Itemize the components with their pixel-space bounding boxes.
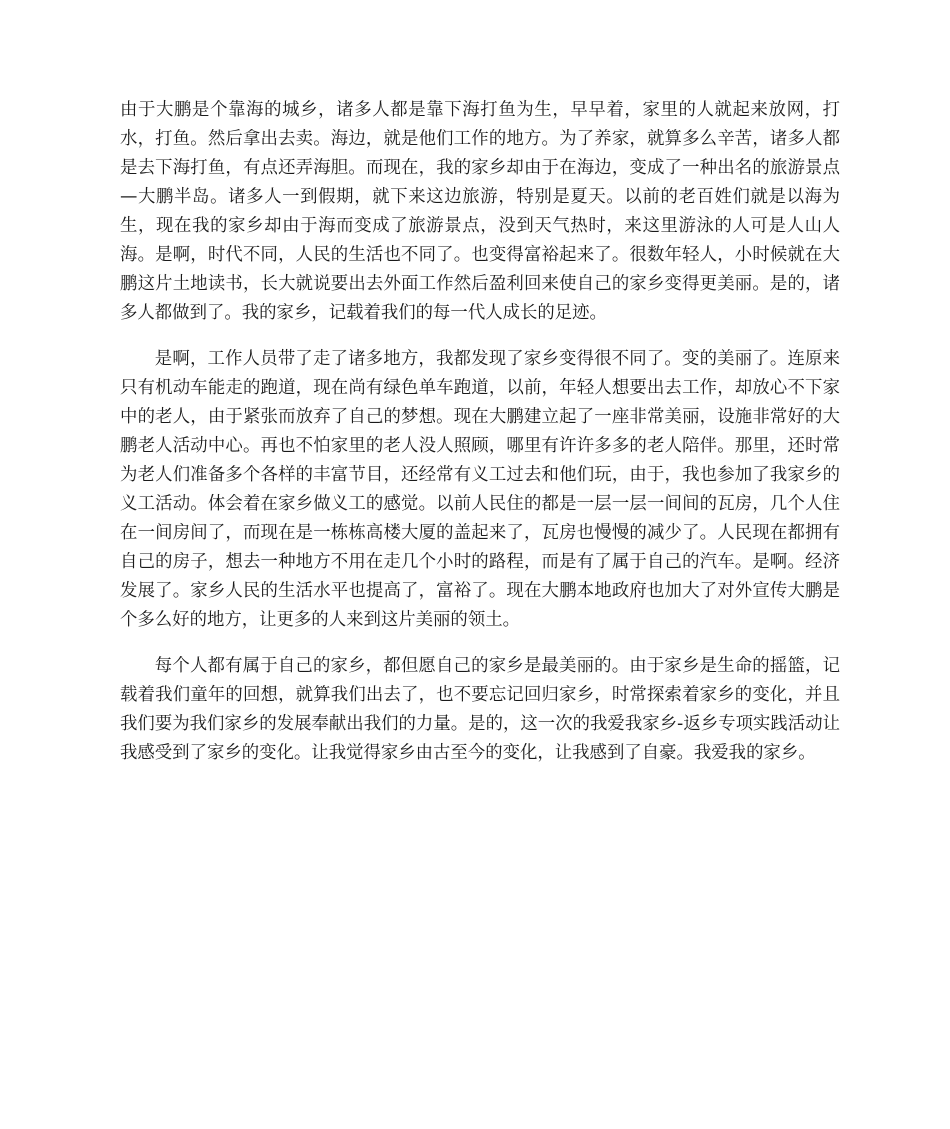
paragraph-3: 每个人都有属于自己的家乡，都但愿自己的家乡是最美丽的。由于家乡是生命的摇篮，记载着我们童年的回想，就算我们出去了，也不要忘记回归家乡，时常探索着家乡的变化，并且我们要为我们家乡的发展奉献出我们的力量。是的，这一次的我爱我家乡-返乡专项实践活动让我感受到了家乡的变化。让我觉得家乡由古至今的变化，让我感到了自豪。我爱我的家乡。 xyxy=(120,656,840,763)
paragraph-2: 是啊，工作人员带了走了诸多地方，我都发现了家乡变得很不同了。变的美丽了。连原来只有机动车能走的跑道，现在尚有绿色单车跑道，以前，年轻人想要出去工作，却放心不下家中的老人，由于紧张而放弃了自己的梦想。现在大鹏建立起了一座非常美丽，设施非常好的大鹏老人活动中心。再也不怕家里的老人没人照顾，哪里有许许多多的老人陪伴。那里，还时常为老人们准备多个各样的丰富节目，还经常有义工过去和他们玩，由于，我也参加了我家乡的义工活动。体会着在家乡做义工的感觉。以前人民住的都是一层一层一间间的瓦房，几个人住在一间房间了，而现在是一栋栋高楼大厦的盖起来了，瓦房也慢慢的减少了。人民现在都拥有自己的房子，想去一种地方不用在走几个小时的路程，而是有了属于自己的汽车。是啊。经济发展了。家乡人民的生活水平也提高了，富裕了。现在大鹏本地政府也加大了对外宣传大鹏是个多么好的地方，让更多的人来到这片美丽的领土。 xyxy=(120,349,840,630)
paragraph-1: 由于大鹏是个靠海的城乡，诸多人都是靠下海打鱼为生，早早着，家里的人就起来放网，打水，打鱼。然后拿出去卖。海边，就是他们工作的地方。为了养家，就算多么辛苦，诸多人都是去下海打鱼，有点还弄海胆。而现在，我的家乡却由于在海边，变成了一种出名的旅游景点—大鹏半岛。诸多人一到假期，就下来这边旅游，特别是夏天。以前的老百姓们就是以海为生，现在我的家乡却由于海而变成了旅游景点，没到天气热时，来这里游泳的人可是人山人海。是啊，时代不同，人民的生活也不同了。也变得富裕起来了。很数年轻人，小时候就在大鹏这片土地读书，长大就说要出去外面工作然后盈利回来使自己的家乡变得更美丽。是的，诸多人都做到了。我的家乡，记载着我们的每一代人成长的足迹。 xyxy=(120,100,840,323)
document-page xyxy=(120,96,840,768)
